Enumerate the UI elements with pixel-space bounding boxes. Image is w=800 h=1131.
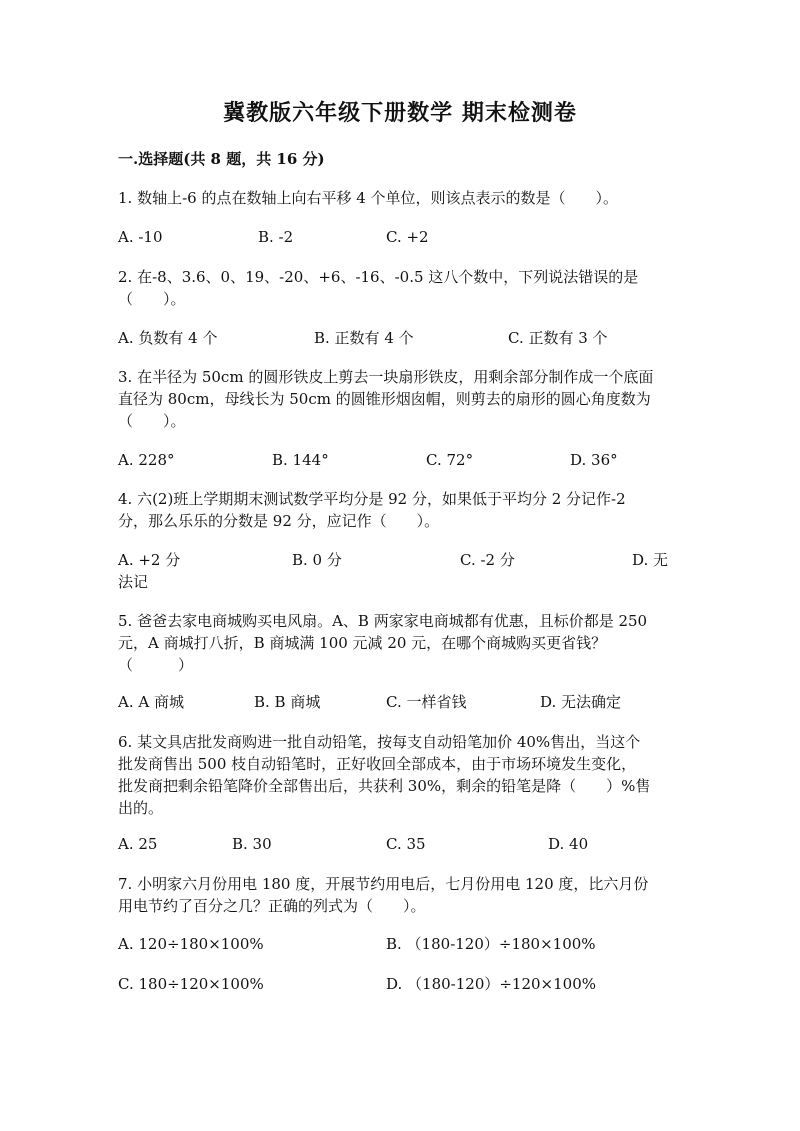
question-3-option-b: B. 144° [272, 451, 329, 469]
question-4-line-1: 4. 六(2)班上学期期末测试数学平均分是 92 分，如果低于平均分 2 分记作-2 [118, 490, 626, 508]
question-2-option-b: B. 正数有 4 个 [314, 329, 414, 347]
question-5-option-c: C. 一样省钱 [386, 693, 467, 711]
question-3-line-3: （ ）。 [118, 412, 186, 430]
question-5 [118, 610, 686, 676]
question-2 [118, 266, 686, 310]
question-4-line-2: 分，那么乐乐的分数是 92 分，应记作（ ）。 [118, 512, 440, 530]
question-3-option-d: D. 36° [570, 451, 618, 469]
question-6-option-b: B. 30 [232, 835, 272, 853]
question-5-line-2: 元，A 商城打八折，B 商城满 100 元减 20 元，在哪个商城购买更省钱？ [118, 634, 607, 652]
question-7-option-a: A. 120÷180×100% [118, 935, 264, 953]
question-6-option-d: D. 40 [548, 835, 589, 853]
question-7-option-d: D. （180-120）÷120×100% [386, 975, 597, 993]
section-heading: 一.选择题(共 8 题，共 16 分) [118, 150, 325, 168]
question-5-line-3: （ ） [118, 656, 194, 674]
question-6-option-c: C. 35 [386, 835, 426, 853]
question-2-line-1: 2. 在-8、3.6、0、19、-20、+6、-16、-0.5 这八个数中，下列说法错误的是 [118, 268, 639, 286]
question-4-option-b: B. 0 分 [292, 551, 342, 569]
question-6 [118, 731, 686, 819]
question-6-line-4: 出的。 [118, 799, 164, 817]
question-4 [118, 488, 686, 532]
question-1 [118, 187, 686, 209]
question-3 [118, 366, 686, 432]
question-1-line-1: 1. 数轴上-6 的点在数轴上向右平移 4 个单位，则该点表示的数是（ ）。 [118, 189, 619, 207]
question-2-option-c: C. 正数有 3 个 [508, 329, 608, 347]
question-3-option-c: C. 72° [426, 451, 474, 469]
question-7 [118, 873, 686, 917]
question-3-line-2: 直径为 80cm，母线长为 50cm 的圆锥形烟囱帽，则剪去的扇形的圆心角度数为 [118, 390, 651, 408]
question-5-option-b: B. B 商城 [254, 693, 321, 711]
question-4-option-d: D. 无 [632, 551, 669, 569]
question-6-line-2: 批发商售出 500 枝自动铅笔时，正好收回全部成本，由于市场环境发生变化， [118, 755, 637, 773]
question-2-option-a: A. 负数有 4 个 [118, 329, 218, 347]
question-6-line-3: 批发商把剩余铅笔降价全部售出后，共获利 30%，剩余的铅笔是降（ ）%售 [118, 777, 651, 795]
question-7-option-b: B. （180-120）÷180×100% [386, 935, 596, 953]
question-7-line-2: 用电节约了百分之几？正确的列式为（ ）。 [118, 897, 426, 915]
question-1-option-b: B. -2 [258, 228, 294, 246]
question-1-option-c: C. +2 [386, 228, 429, 246]
question-4-option-c: C. -2 分 [460, 551, 515, 569]
question-5-line-1: 5. 爸爸去家电商城购买电风扇。A、B 两家家电商城都有优惠，且标价都是 250 [118, 612, 648, 630]
page-title: 冀教版六年级下册数学 期末检测卷 [223, 100, 577, 126]
question-4-option-a: A. +2 分 [118, 551, 181, 569]
question-5-option-d: D. 无法确定 [540, 693, 622, 711]
question-3-option-a: A. 228° [118, 451, 175, 469]
question-3-line-1: 3. 在半径为 50cm 的圆形铁皮上剪去一块扇形铁皮，用剩余部分制作成一个底面 [118, 368, 654, 386]
question-6-line-1: 6. 某文具店批发商购进一批自动铅笔，按每支自动铅笔加价 40%售出，当这个 [118, 733, 641, 751]
question-7-option-c: C. 180÷120×100% [118, 975, 264, 993]
question-7-line-1: 7. 小明家六月份用电 180 度，开展节约用电后，七月份用电 120 度，比六月份 [118, 875, 649, 893]
question-4-option-d-wrap: 法记 [118, 573, 149, 591]
question-5-option-a: A. A 商城 [118, 693, 184, 711]
question-6-option-a: A. 25 [118, 835, 158, 853]
question-2-line-2: （ ）。 [118, 290, 186, 308]
question-1-option-a: A. -10 [118, 228, 163, 246]
